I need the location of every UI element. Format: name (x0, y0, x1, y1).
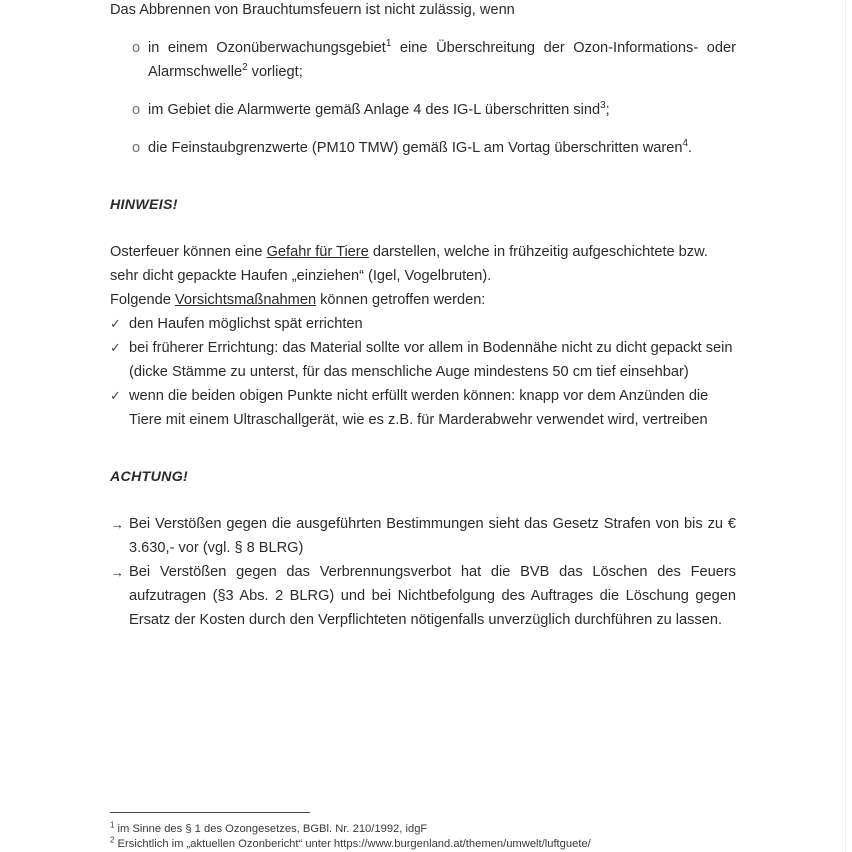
precaution-text: wenn die beiden obigen Punkte nicht erfüllt werden können: knapp vor dem Anzünden die Tiere mit einem Ultraschallgerät, wie es z.B. für Marderabwehr verwendet wird, vertreiben (129, 388, 709, 428)
precaution-text: den Haufen möglichst spät errichten (129, 316, 363, 332)
condition-item-2 (110, 98, 736, 122)
hinweis-measures-line (110, 288, 736, 312)
condition-item-1 (110, 36, 736, 84)
condition-text-end: ; (605, 102, 610, 118)
arrow-right-icon: → (110, 516, 124, 532)
checkmark-icon: ✓ (110, 388, 121, 403)
spacer (110, 432, 736, 466)
footnote-2 (110, 837, 750, 852)
intro-paragraph: Das Abbrennen von Brauchtumsfeuern ist nicht zulässig, wenn (110, 2, 515, 18)
condition-text-part: die Feinstaubgrenzwerte (PM10 TMW) gemäß IG-L am Vortag überschritten waren (148, 140, 683, 156)
condition-text-part: im Gebiet die Alarmwerte gemäß Anlage 4 des IG-L überschritten sind (148, 102, 601, 118)
footnote-ref-4: 4 (682, 138, 689, 150)
measures-text-part2: können getroffen werden: (316, 292, 486, 308)
hinweis-text-part2: darstellen, welche in frühzeitig aufgeschichtete bzw. sehr dicht gepackte Haufen „einziehen“ (Igel, Vogelbruten). (110, 244, 708, 284)
footnote-area (110, 812, 750, 852)
footnote-1 (110, 822, 750, 837)
measures-underlined-vorsichtsmassnahmen: Vorsichtsmaßnahmen (174, 292, 317, 308)
page-edge-line (845, 0, 846, 852)
circle-bullet-icon: o (132, 102, 141, 118)
footnote-number: 1 (110, 820, 115, 830)
penalty-text: Bei Verstößen gegen die ausgeführten Bestimmungen sieht das Gesetz Strafen von bis zu € 3.630,- vor (vgl. § 8 BLRG) (129, 516, 736, 556)
circle-bullet-icon: o (132, 140, 141, 156)
hinweis-heading: HINWEIS! (110, 197, 178, 213)
spacer (110, 488, 736, 512)
precaution-item (110, 312, 736, 336)
penalty-text: Bei Verstößen gegen das Verbrennungsverbot hat die BVB das Löschen des Feuers aufzutragen (§3 Abs. 2 BLRG) und bei Nichtbefolgung des Auftrages die Löschung gegen Ersatz der Kosten durch den Verpflichteten nötigenfalls unverzüglich durchführen zu lassen. (129, 564, 736, 628)
precautions-list (110, 312, 736, 432)
footnote-number: 2 (110, 835, 115, 845)
condition-text-end: vorliegt; (247, 64, 303, 80)
penalties-list (110, 512, 736, 632)
arrow-right-icon: → (110, 564, 124, 580)
penalty-item (110, 560, 736, 632)
achtung-heading: ACHTUNG! (110, 469, 189, 485)
footnote-ref-1: 1 (385, 38, 392, 50)
footnote-text: Ersichtlich im „aktuellen Ozonbericht“ unter https://www.burgenland.at/themen/umwelt/luftguete/ (114, 838, 591, 850)
hinweis-paragraph (110, 240, 736, 288)
checkmark-icon: ✓ (110, 340, 121, 355)
footnote-separator (110, 812, 310, 813)
condition-item-3 (110, 136, 736, 160)
condition-text-part: in einem Ozonüberwachungsgebiet (148, 40, 386, 56)
footnote-text: im Sinne des § 1 des Ozongesetzes, BGBl. Nr. 210/1992, idgF (114, 823, 428, 835)
hinweis-underlined-gefahr: Gefahr für Tiere (266, 244, 369, 260)
precaution-item (110, 384, 736, 432)
spacer (110, 216, 736, 240)
precaution-text: bei früherer Errichtung: das Material sollte vor allem in Bodennähe nicht zu dicht gepackt sein (dicke Stämme zu unterst, für das menschliche Auge mindestens 50 cm tief einsehbar) (129, 340, 733, 380)
condition-text-end: . (688, 140, 693, 156)
document-body (110, 0, 736, 632)
measures-text-part1: Folgende (110, 292, 175, 308)
precaution-item (110, 336, 736, 384)
checkmark-icon: ✓ (110, 316, 121, 331)
footnote-ref-3: 3 (600, 100, 606, 112)
penalty-item (110, 512, 736, 560)
conditions-list (110, 36, 736, 160)
circle-bullet-icon: o (132, 40, 141, 56)
condition-text-middle: eine Überschreitung der Ozon-Informations- oder Alarmschwelle (148, 40, 736, 80)
footnote-ref-2: 2 (242, 62, 248, 74)
spacer (110, 160, 736, 194)
hinweis-text-part1: Osterfeuer können eine (110, 244, 267, 260)
